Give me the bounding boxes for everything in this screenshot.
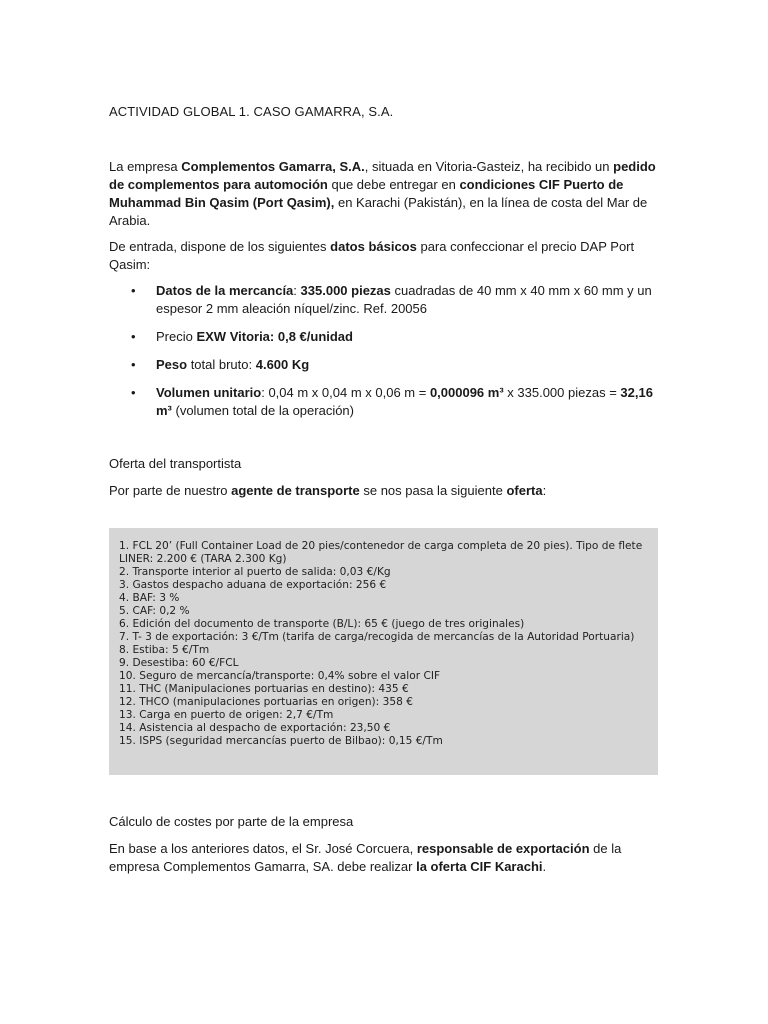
goods-label: Datos de la mercancía bbox=[156, 283, 294, 298]
document-title: ACTIVIDAD GLOBAL 1. CASO GAMARRA, S.A. bbox=[109, 104, 394, 119]
offer-item: 2. Transporte interior al puerto de salida: 0,03 €/Kg bbox=[119, 566, 391, 578]
basic-text: para confeccionar el precio DAP Port Qasim: bbox=[109, 239, 635, 272]
calc-text: . bbox=[542, 859, 547, 874]
weight-value: 4.600 Kg bbox=[255, 357, 310, 372]
offer-item: 4. BAF: 3 % bbox=[119, 592, 180, 604]
weight-text: total bruto: bbox=[187, 357, 256, 372]
offer-agent: agente de transporte bbox=[231, 483, 360, 498]
offer-item: 11. THC (Manipulaciones portuarias en destino): 435 € bbox=[119, 683, 409, 695]
offer-list bbox=[109, 528, 658, 748]
offer-intro-paragraph bbox=[109, 482, 657, 500]
bullet-glyph: • bbox=[131, 385, 136, 400]
list-item bbox=[109, 384, 659, 420]
intro-order: pedido de complementos para automoción bbox=[109, 159, 656, 192]
offer-heading: Oferta del transportista bbox=[109, 456, 242, 471]
offer-item: 15. ISPS (seguridad mercancías puerto de Bilbao): 0,15 €/Tm bbox=[119, 735, 443, 747]
offer-box bbox=[109, 528, 658, 775]
offer-intro-text: Por parte de nuestro bbox=[109, 483, 232, 498]
total-volume: 32,16 m³ bbox=[156, 385, 653, 418]
offer-item: 5. CAF: 0,2 % bbox=[119, 605, 190, 617]
intro-text: , situada en Vitoria-Gasteiz, ha recibido un bbox=[364, 159, 614, 174]
offer-item: 10. Seguro de mercancía/transporte: 0,4% sobre el valor CIF bbox=[119, 670, 441, 682]
intro-text: La empresa bbox=[109, 159, 182, 174]
list-item bbox=[109, 282, 659, 318]
list-item bbox=[109, 328, 659, 346]
volume-label: Volumen unitario bbox=[156, 385, 262, 400]
bullet-glyph: • bbox=[131, 329, 136, 344]
offer-item: 14. Asistencia al despacho de exportación: 23,50 € bbox=[119, 722, 391, 734]
goods-text: : bbox=[293, 283, 301, 298]
calc-role: responsable de exportación bbox=[416, 841, 590, 856]
calc-paragraph bbox=[109, 840, 657, 876]
offer-item: 12. THCO (manipulaciones portuarias en origen): 358 € bbox=[119, 696, 413, 708]
calc-offer: la oferta CIF Karachi bbox=[416, 859, 543, 874]
offer-item: 9. Desestiba: 60 €/FCL bbox=[119, 657, 239, 669]
offer-intro-text: se nos pasa la siguiente bbox=[359, 483, 507, 498]
calc-heading: Cálculo de costes por parte de la empresa bbox=[109, 814, 354, 829]
intro-paragraph bbox=[109, 158, 657, 230]
intro-text: en Karachi (Pakistán), en la línea de costa del Mar de Arabia. bbox=[109, 195, 648, 228]
price-value: EXW Vitoria: 0,8 €/unidad bbox=[196, 329, 353, 344]
basic-text: De entrada, dispone de los siguientes bbox=[109, 239, 331, 254]
offer-item: 13. Carga en puerto de origen: 2,7 €/Tm bbox=[119, 709, 334, 721]
goods-description: cuadradas de 40 mm x 40 mm x 60 mm y un espesor 2 mm aleación níquel/zinc. Ref. 20056 bbox=[156, 283, 652, 316]
list-item bbox=[109, 356, 659, 374]
weight-label: Peso bbox=[156, 357, 188, 372]
calc-text: En base a los anteriores datos, el Sr. José Corcuera, bbox=[109, 841, 417, 856]
offer-intro-text: : bbox=[542, 483, 547, 498]
offer-word: oferta bbox=[506, 483, 543, 498]
offer-item: 1. FCL 20’ (Full Container Load de 20 pies/contenedor de carga completa de 20 pies). Tipo de flete LINER: 2.200 € (TARA 2.300 Kg) bbox=[119, 540, 643, 565]
unit-volume: 0,000096 m³ bbox=[429, 385, 504, 400]
offer-item: 8. Estiba: 5 €/Tm bbox=[119, 644, 210, 656]
offer-item: 6. Edición del documento de transporte (B/L): 65 € (juego de tres originales) bbox=[119, 618, 525, 630]
basic-data-paragraph bbox=[109, 238, 657, 274]
bullet-glyph: • bbox=[131, 283, 136, 298]
intro-conditions: condiciones CIF Puerto de Muhammad Bin Qasim (Port Qasim), bbox=[109, 177, 624, 210]
calc-text: de la empresa Complementos Gamarra, SA. debe realizar bbox=[109, 841, 622, 874]
volume-text: x 335.000 piezas = bbox=[503, 385, 621, 400]
offer-item: 3. Gastos despacho aduana de exportación: 256 € bbox=[119, 579, 387, 591]
intro-company: Complementos Gamarra, S.A. bbox=[181, 159, 365, 174]
goods-pieces: 335.000 piezas bbox=[300, 283, 391, 298]
bullet-glyph: • bbox=[131, 357, 136, 372]
basic-data-list bbox=[109, 282, 659, 430]
offer-item: 7. T- 3 de exportación: 3 €/Tm (tarifa de carga/recogida de mercancías de la Autoridad Portuaria) bbox=[119, 631, 635, 643]
basic-bold: datos básicos bbox=[330, 239, 417, 254]
price-label: Precio bbox=[156, 329, 197, 344]
volume-note: (volumen total de la operación) bbox=[171, 403, 354, 418]
intro-text: que debe entregar en bbox=[327, 177, 460, 192]
volume-text: : 0,04 m x 0,04 m x 0,06 m = bbox=[261, 385, 430, 400]
